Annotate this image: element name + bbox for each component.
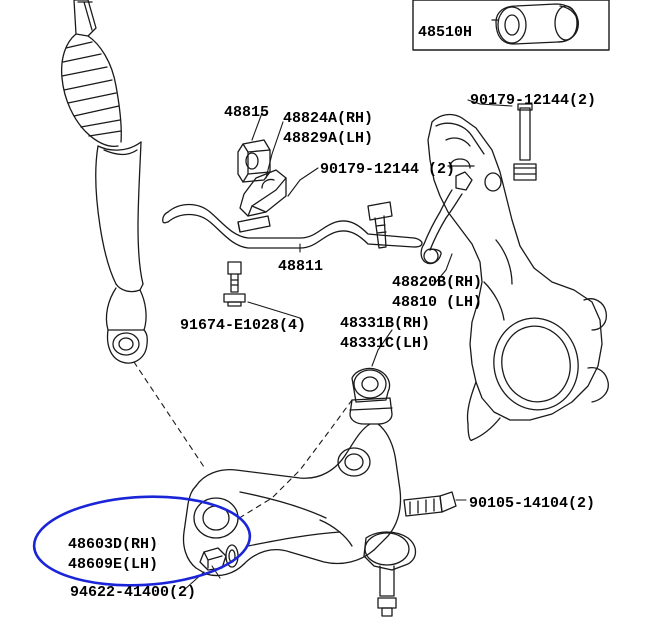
label-48609e-lh: 48609E(LH) [68, 556, 159, 573]
label-48811: 48811 [278, 258, 324, 275]
nut-94622-41400 [200, 545, 238, 570]
label-48331b-rh: 48331B(RH) [340, 315, 431, 332]
label-48824a-rh: 48824A(RH) [283, 110, 374, 127]
label-48815: 48815 [224, 104, 270, 121]
bolt-90179-12144-upper [514, 104, 536, 180]
inset-label-48510h: 48510H [418, 24, 473, 41]
label-91674-e1028: 91674-E1028(4) [180, 317, 307, 334]
bolt-90179-12144-mid [368, 202, 392, 248]
lower-control-arm [184, 424, 416, 616]
bolt-91674-e1028 [224, 262, 245, 306]
label-90179-12144-upper: 90179-12144(2) [470, 92, 597, 109]
label-48331c-lh: 48331C(LH) [340, 335, 431, 352]
label-48829a-lh: 48829A(LH) [283, 130, 374, 147]
label-90179-12144-mid: 90179-12144 (2) [320, 161, 456, 178]
label-48820b-rh: 48820B(RH) [392, 274, 483, 291]
label-90105-14104: 90105-14104(2) [469, 495, 596, 512]
label-94622-41400: 94622-41400(2) [70, 584, 197, 601]
shock-absorber-assembly [62, 0, 148, 363]
stabilizer-bar [163, 205, 422, 249]
label-48603d-rh: 48603D(RH) [68, 536, 159, 553]
bolt-90105-14104 [404, 492, 456, 516]
label-48810-lh: 48810 (LH) [392, 294, 483, 311]
lower-ball-joint-bushing [350, 368, 392, 424]
stabilizer-bushing-48815 [238, 140, 270, 182]
